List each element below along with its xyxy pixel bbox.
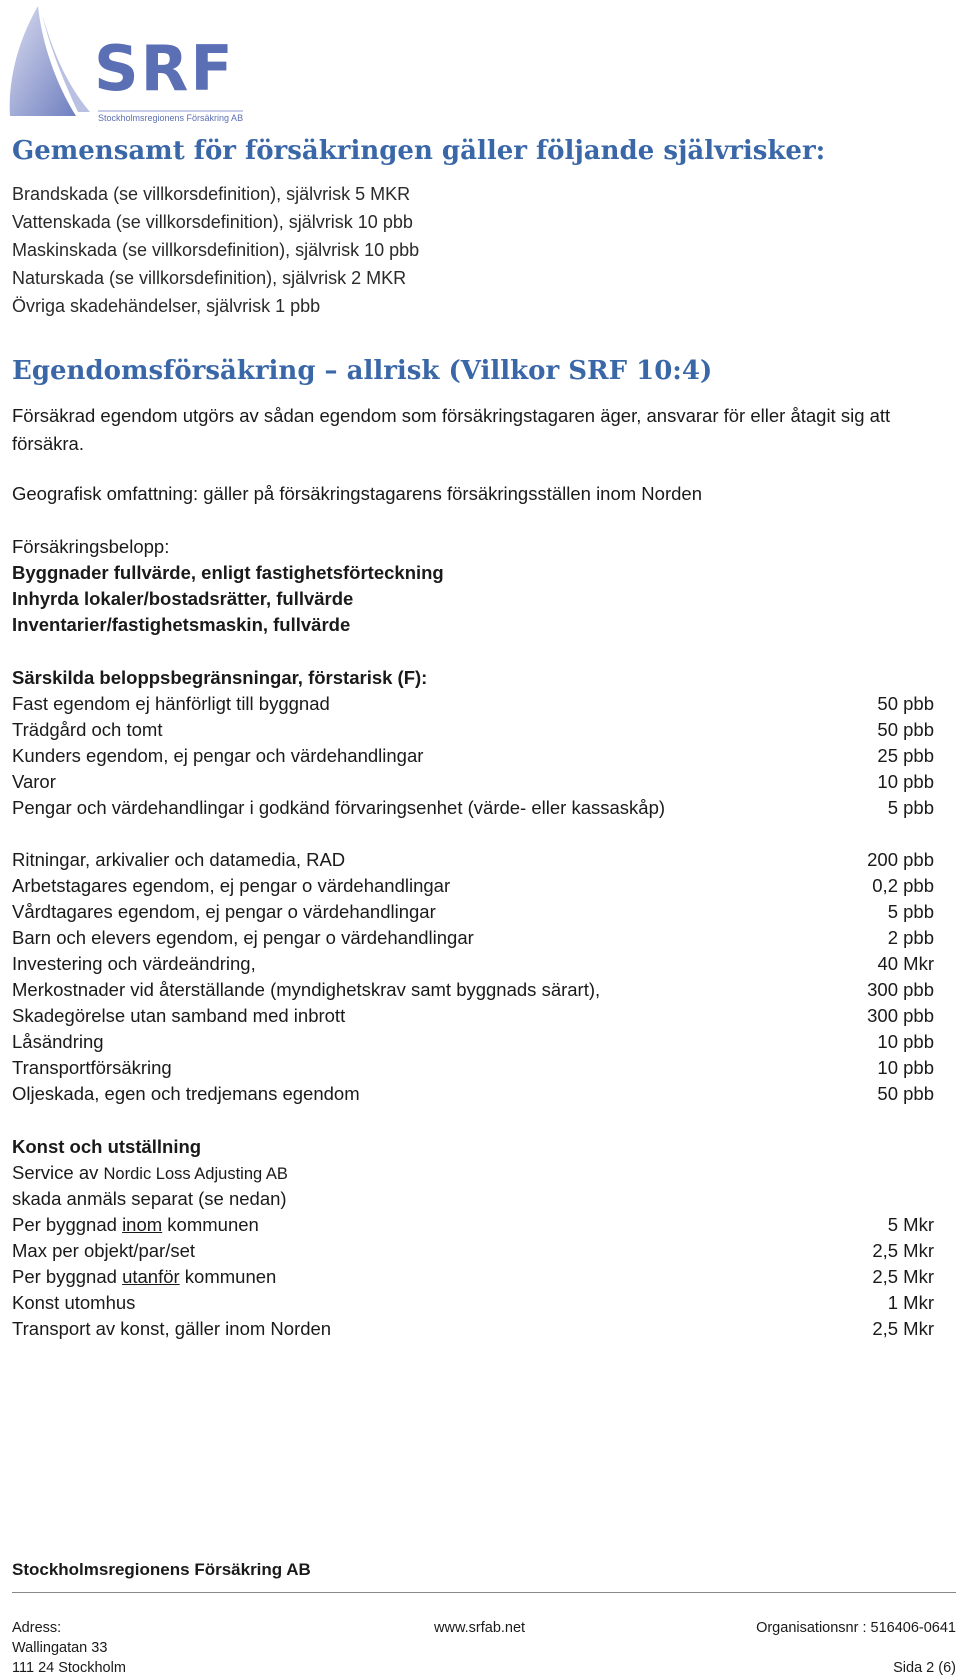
- limit-label: Oljeskada, egen och tredjemans egendom: [12, 1083, 360, 1104]
- art-label-part: kommunen: [179, 1266, 277, 1287]
- sail-icon: [6, 4, 96, 122]
- art-label: Max per objekt/par/set: [12, 1240, 196, 1261]
- amount-item: Byggnader fullvärde, enligt fastighetsförteckning: [12, 562, 444, 583]
- insurance-amount-label: Försäkringsbelopp:: [12, 536, 170, 557]
- footer-street: Wallingatan 33: [12, 1640, 108, 1656]
- footer-org-number: Organisationsnr : 516406-0641: [756, 1620, 956, 1636]
- limit-value: 200 pbb: [867, 849, 934, 870]
- limit-label: Merkostnader vid återställande (myndighetskrav samt byggnads särart),: [12, 979, 601, 1000]
- art-report-note: skada anmäls separat (se nedan): [12, 1188, 287, 1209]
- footer-address: [12, 1618, 126, 1678]
- limit-value: 0,2 pbb: [872, 875, 934, 896]
- art-title: Konst och utställning: [12, 1136, 202, 1157]
- section-title-deductibles: Gemensamt för försäkringen gäller följande självrisker:: [12, 136, 826, 166]
- limit-label: Investering och värdeändring,: [12, 953, 256, 974]
- deductible-item: Brandskada (se villkorsdefinition), självrisk 5 MKR: [12, 184, 411, 204]
- limit-value: 10 pbb: [877, 771, 934, 792]
- limit-label: Varor: [12, 771, 56, 792]
- limit-label: Låsändring: [12, 1031, 104, 1052]
- art-label: [12, 1263, 276, 1291]
- footer-company: Stockholmsregionens Försäkring AB: [12, 1560, 311, 1579]
- limit-value: 10 pbb: [877, 1057, 934, 1078]
- limits-title: Särskilda beloppsbegränsningar, förstarisk (F):: [12, 667, 428, 688]
- limit-label: Vårdtagares egendom, ej pengar o värdehandlingar: [12, 901, 436, 922]
- limit-label: Arbetstagares egendom, ej pengar o värdehandlingar: [12, 875, 451, 896]
- limit-label: Trädgård och tomt: [12, 719, 163, 740]
- deductible-item: Maskinskada (se villkorsdefinition), självrisk 10 pbb: [12, 240, 420, 260]
- art-service-company: Nordic Loss Adjusting AB: [103, 1165, 288, 1183]
- footer-address-label: Adress:: [12, 1620, 62, 1636]
- limit-label: Ritningar, arkivalier och datamedia, RAD: [12, 849, 346, 870]
- art-label: Transport av konst, gäller inom Norden: [12, 1318, 332, 1339]
- limit-label: Skadegörelse utan samband med inbrott: [12, 1005, 346, 1026]
- art-label-part: Per byggnad: [12, 1214, 123, 1235]
- limit-label: Barn och elevers egendom, ej pengar o värdehandlingar: [12, 927, 474, 948]
- art-label: Konst utomhus: [12, 1292, 136, 1313]
- art-label-part: kommunen: [162, 1214, 259, 1235]
- logo-wordmark: SRF: [94, 32, 235, 105]
- property-intro: Försäkrad egendom utgörs av sådan egendom som försäkringstagaren äger, ansvarar för eller åtagit sig att försäkra.: [12, 405, 891, 454]
- art-value: 2,5 Mkr: [872, 1266, 934, 1287]
- limit-value: 50 pbb: [877, 1083, 934, 1104]
- limit-value: 300 pbb: [867, 1005, 934, 1026]
- limit-value: 5 pbb: [887, 797, 934, 818]
- limit-label: Transportförsäkring: [12, 1057, 172, 1078]
- art-label-underlined: utanför: [122, 1266, 180, 1287]
- art-service-prefix: Service av: [12, 1162, 104, 1183]
- art-service: [12, 1159, 942, 1188]
- footer-website[interactable]: www.srfab.net: [434, 1620, 526, 1636]
- deductible-item: Övriga skadehändelser, självrisk 1 pbb: [12, 296, 321, 316]
- amount-item: Inventarier/fastighetsmaskin, fullvärde: [12, 614, 351, 635]
- geographic-scope: Geografisk omfattning: gäller på försäkringstagarens försäkringsställen inom Norden: [12, 483, 702, 504]
- deductible-item: Naturskada (se villkorsdefinition), självrisk 2 MKR: [12, 268, 407, 288]
- srf-logo: [6, 4, 266, 126]
- limit-value: 300 pbb: [867, 979, 934, 1000]
- section-title-property: Egendomsförsäkring – allrisk (Villkor SRF 10:4): [12, 356, 713, 386]
- limit-label: Kunders egendom, ej pengar och värdehandlingar: [12, 745, 424, 766]
- footer-city: 111 24 Stockholm: [12, 1660, 126, 1676]
- art-value: 2,5 Mkr: [872, 1240, 934, 1261]
- art-label: [12, 1211, 259, 1239]
- deductibles-list: [12, 180, 419, 320]
- limit-label: Fast egendom ej hänförligt till byggnad: [12, 693, 330, 714]
- limit-value: 50 pbb: [877, 693, 934, 714]
- art-label-underlined: inom: [122, 1214, 163, 1235]
- art-value: 1 Mkr: [887, 1292, 934, 1313]
- limit-value: 50 pbb: [877, 719, 934, 740]
- limit-value: 2 pbb: [887, 927, 934, 948]
- limit-value: 10 pbb: [877, 1031, 934, 1052]
- limit-value: 5 pbb: [887, 901, 934, 922]
- deductible-item: Vattenskada (se villkorsdefinition), självrisk 10 pbb: [12, 212, 413, 232]
- amount-item: Inhyrda lokaler/bostadsrätter, fullvärde: [12, 588, 354, 609]
- footer-divider: [12, 1592, 956, 1593]
- limit-label: Pengar och värdehandlingar i godkänd förvaringsenhet (värde- eller kassaskåp): [12, 797, 666, 818]
- limit-value: 40 Mkr: [877, 953, 934, 974]
- logo-subtitle: Stockholmsregionens Försäkring AB: [98, 110, 243, 123]
- art-value: 2,5 Mkr: [872, 1318, 934, 1339]
- limit-value: 25 pbb: [877, 745, 934, 766]
- art-label-part: Per byggnad: [12, 1266, 123, 1287]
- art-value: 5 Mkr: [887, 1214, 934, 1235]
- footer-page-number: Sida 2 (6): [893, 1660, 956, 1676]
